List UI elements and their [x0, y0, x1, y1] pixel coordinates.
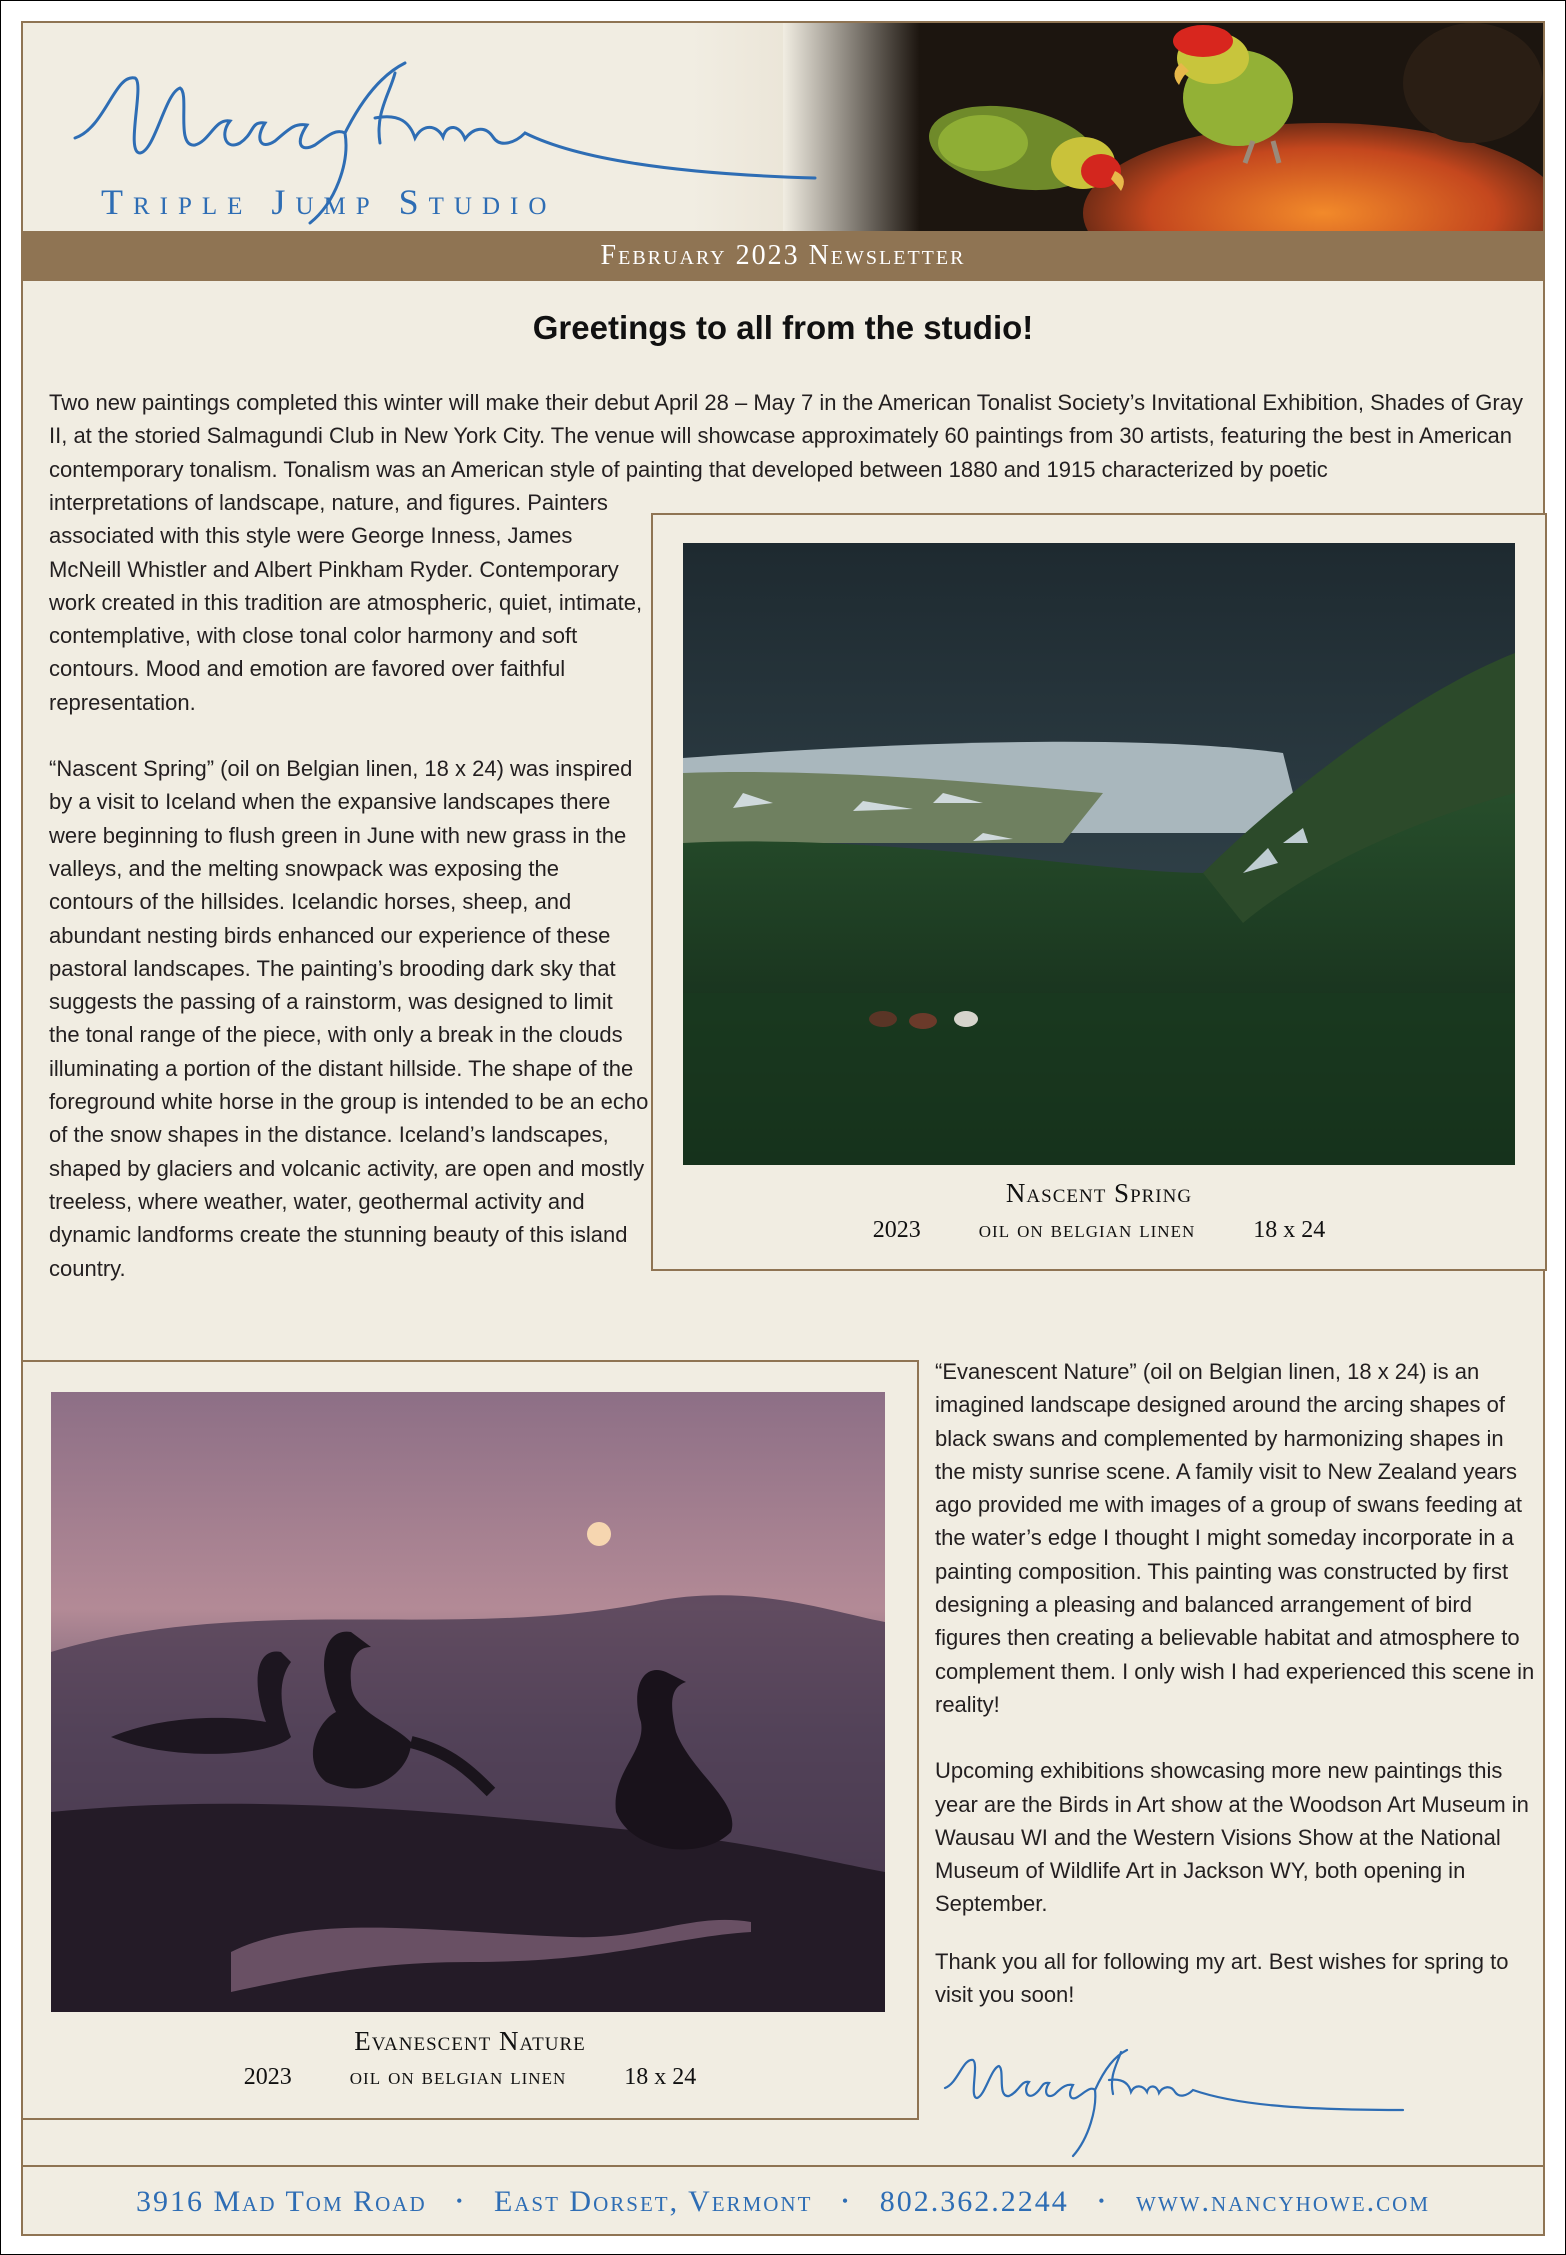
- nascent-spring-details: [653, 1217, 1545, 1244]
- nascent-spring-paragraph: “Nascent Spring” (oil on Belgian linen, 18 x 24) was inspired by a visit to Iceland when the expansive landscapes there were beginning to flush green in June with new grass in the valleys, and the melting snowpack was exposing the contours of the hillsides. Icelandic horses, sheep, and abundant nesting birds enhanced our experience of these pastoral landscapes. The painting’s brooding dark sky that suggests the passing of a rainstorm, was designed to limit the tonal range of the piece, with only a break in the clouds illuminating a portion of the distant hillside. The shape of the foreground white horse in the group is intended to be an echo of the snow shapes in the distance. Iceland’s landscapes, shaped by glaciers and volcanic activity, are open and mostly treeless, where weather, water, geothermal activity and dynamic landforms create the stunning beauty of this island country.: [49, 756, 649, 1281]
- left-column-text: [49, 486, 649, 1285]
- nascent-spring-medium: oil on belgian linen: [978, 1217, 1196, 1243]
- evanescent-nature-details: [23, 2064, 917, 2091]
- evanescent-nature-size: 18 x 24: [624, 2064, 697, 2090]
- footer-divider: [23, 2165, 1543, 2167]
- upcoming-exhibitions-paragraph: Upcoming exhibitions showcasing more new paintings this year are the Birds in Art show at the Woodson Art Museum in Wausau WI and the Western Visions Show at the National Museum of Wildlife Art in Jackson WY, both opening in September.: [935, 1758, 1529, 1917]
- greeting-heading: Greetings to all from the studio!: [532, 309, 1034, 346]
- evanescent-nature-medium: oil on belgian linen: [349, 2064, 567, 2090]
- evanescent-nature-paragraph: “Evanescent Nature” (oil on Belgian linen, 18 x 24) is an imagined landscape designed around the arcing shapes of black swans and complemented by harmonizing shapes in the misty sunrise scene. A family visit to New Zealand years ago provided me with images of a group of swans feeding at the water’s edge I thought I might someday incorporate in a painting composition. This painting was constructed by first designing a pleasing and balanced arrangement of bird figures then creating a believable habitat and atmosphere to complement them. I only wish I had experienced this scene in reality!: [935, 1359, 1535, 1717]
- evanescent-nature-year: 2023: [243, 2064, 292, 2090]
- evanescent-nature-frame: [21, 1360, 919, 2120]
- footer-separator: •: [841, 2191, 851, 2211]
- contact-footer: [23, 2185, 1543, 2219]
- footer-separator: •: [1098, 2191, 1107, 2211]
- nascent-spring-year: 2023: [872, 1217, 921, 1243]
- paragraph-spacer: [49, 719, 649, 752]
- nancy-howe-signature: [933, 2028, 1413, 2178]
- masthead: [23, 23, 1543, 231]
- nascent-spring-size: 18 x 24: [1253, 1217, 1326, 1243]
- footer-town: East Dorset, Vermont: [493, 2185, 813, 2218]
- nascent-spring-frame: [651, 513, 1547, 1271]
- footer-separator: •: [456, 2191, 465, 2211]
- parrots-header-art: [783, 23, 1543, 231]
- studio-name: Triple Jump Studio: [101, 182, 557, 222]
- thanks-paragraph: Thank you all for following my art. Best wishes for spring to visit you soon!: [935, 1948, 1509, 2008]
- paragraph-spacer: [935, 1921, 1535, 1945]
- nascent-spring-title: Nascent Spring: [1005, 1178, 1193, 1208]
- footer-address: 3916 Mad Tom Road: [135, 2185, 427, 2218]
- evanescent-nature-title: Evanescent Nature: [354, 2026, 586, 2056]
- right-column-text: [935, 1355, 1535, 2011]
- intro-paragraph-continued: interpretations of landscape, nature, and figures. Painters associated with this style were George Inness, James McNeill Whistler and Albert Pinkham Ryder. Contemporary work created in this tradition are atmospheric, quiet, intimate, contemplative, with close tonal color harmony and soft contours. Mood and emotion are favored over faithful representation.: [49, 490, 643, 715]
- nascent-spring-painting: [683, 543, 1515, 1165]
- paragraph-spacer: [935, 1721, 1535, 1754]
- footer-phone[interactable]: 802.362.2244: [879, 2185, 1069, 2218]
- intro-paragraph: Two new paintings completed this winter will make their debut April 28 – May 7 in the American Tonalist Society’s Invitational Exhibition, Shades of Gray II, at the storied Salmagundi Club in New York City. The venue will showcase approximately 60 paintings from 30 artists, featuring the best in American contemporary tonalism. Tonalism was an American style of painting that developed between 1880 and 1915 characterized by poetic: [49, 390, 1523, 482]
- footer-website-link[interactable]: www.nancyhowe.com: [1136, 2185, 1430, 2218]
- evanescent-nature-painting: [51, 1392, 885, 2012]
- newsletter-banner: February 2023 Newsletter: [23, 231, 1543, 281]
- newsletter-body: [21, 21, 1545, 2236]
